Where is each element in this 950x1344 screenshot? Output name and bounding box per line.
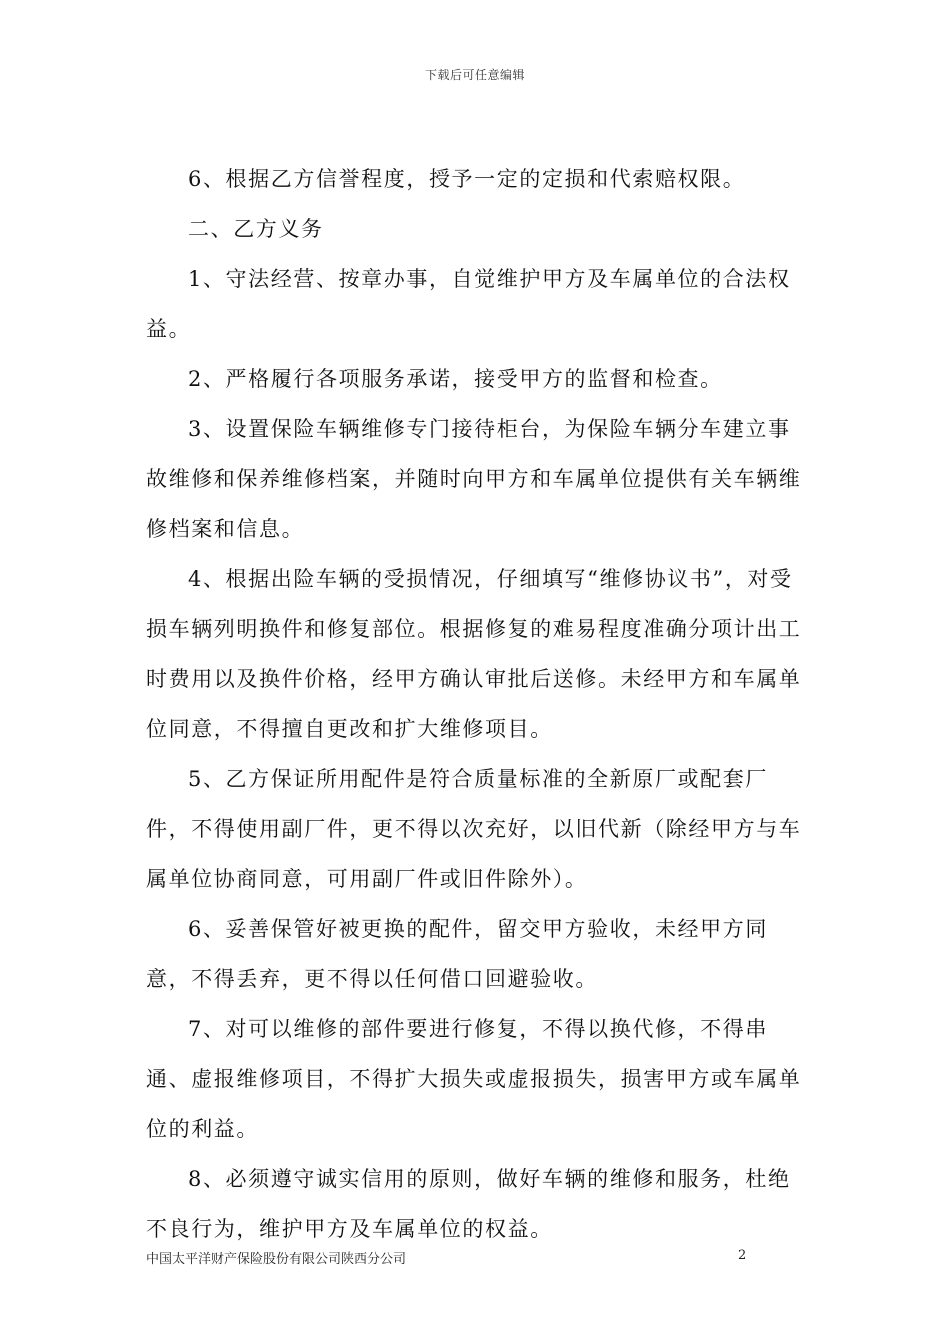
paragraph-party-a-right-6: 6、根据乙方信誉程度，授予一定的定损和代索赔权限。: [188, 167, 746, 191]
paragraph-obligation-3: 3、设置保险车辆维修专门接待柜台，为保险车辆分车建立事故维修和保养维修档案，并随时向甲方和车属单位提供有关车辆维修档案和信息。: [146, 417, 802, 541]
paragraph-obligation-7: 7、对可以维修的部件要进行修复，不得以换代修，不得串通、虚报维修项目，不得扩大损失或虚报损失，损害甲方或车属单位的利益。: [146, 1017, 802, 1141]
paragraph-obligation-8: 8、必须遵守诚实信用的原则，做好车辆的维修和服务，杜绝不良行为，维护甲方及车属单位的权益。: [146, 1167, 791, 1241]
paragraph-obligation-5: 5、乙方保证所用配件是符合质量标准的全新原厂或配套厂件，不得使用副厂件，更不得以次充好，以旧代新（除经甲方与车属单位协商同意，可用副厂件或旧件除外）。: [146, 767, 802, 891]
paragraph-obligation-4: 4、根据出险车辆的受损情况，仔细填写“维修协议书”，对受损车辆列明换件和修复部位。根据修复的难易程度准确分项计出工时费用以及换件价格，经甲方确认审批后送修。未经甲方和车属单位同意，不得擅自更改和扩大维修项目。: [146, 567, 802, 741]
page-header: 下载后可任意编辑: [424, 68, 525, 82]
page-number: 2: [738, 1248, 747, 1263]
paragraph-obligation-1: 1、守法经营、按章办事，自觉维护甲方及车属单位的合法权益。: [146, 267, 791, 341]
footer-company-name: 中国太平洋财产保险股份有限公司陕西分公司: [146, 1252, 407, 1267]
paragraph-obligation-6: 6、妥善保管好被更换的配件，留交甲方验收，未经甲方同意，不得丢弃，更不得以任何借口回避验收。: [146, 917, 768, 991]
paragraph-obligation-2: 2、严格履行各项服务承诺，接受甲方的监督和检查。: [188, 367, 723, 391]
document-body: [146, 154, 812, 1254]
section-heading-party-b-obligations: 二、乙方义务: [188, 217, 324, 241]
